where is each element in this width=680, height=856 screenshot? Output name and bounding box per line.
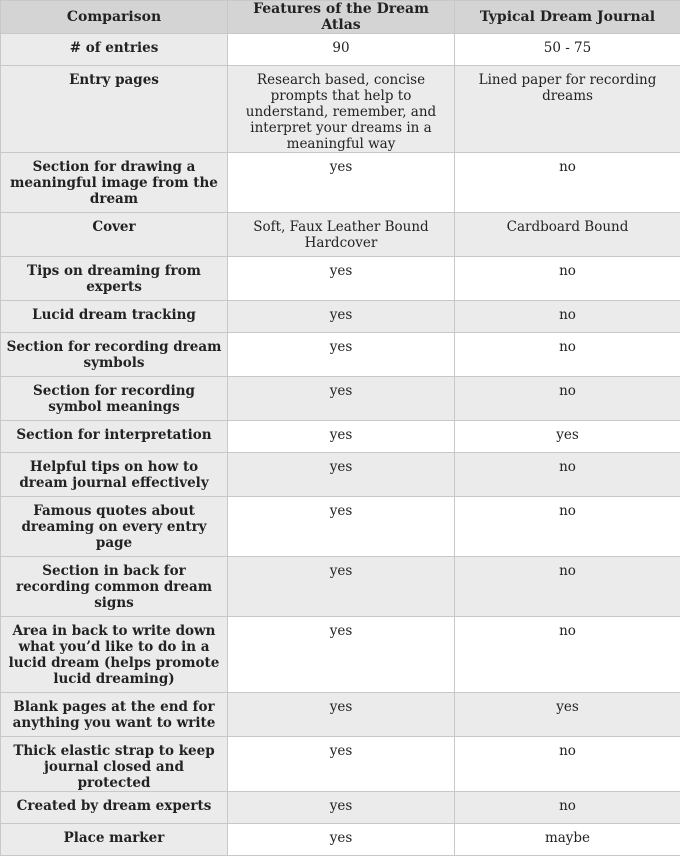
typical-cell: no <box>455 792 680 824</box>
feature-cell: Lucid dream tracking <box>1 301 228 333</box>
table-row <box>1 693 680 737</box>
table-row <box>1 257 680 301</box>
typical-cell: no <box>455 617 680 693</box>
typical-cell: no <box>455 557 680 617</box>
atlas-cell: yes <box>228 377 455 421</box>
atlas-cell: yes <box>228 497 455 557</box>
atlas-cell: yes <box>228 737 455 792</box>
header-row <box>1 1 680 34</box>
table-row <box>1 153 680 213</box>
table-row <box>1 617 680 693</box>
typical-cell: no <box>455 153 680 213</box>
feature-cell: Place marker <box>1 824 228 856</box>
atlas-cell: yes <box>228 693 455 737</box>
atlas-cell: yes <box>228 257 455 301</box>
table-row <box>1 737 680 792</box>
header-comparison: Comparison <box>1 1 228 34</box>
feature-cell: Famous quotes about dreaming on every entry page <box>1 497 228 557</box>
typical-cell: Lined paper for recording dreams <box>455 66 680 153</box>
table-row <box>1 557 680 617</box>
feature-cell: # of entries <box>1 34 228 66</box>
atlas-cell: yes <box>228 617 455 693</box>
feature-cell: Cover <box>1 213 228 257</box>
feature-cell: Entry pages <box>1 66 228 153</box>
typical-cell: no <box>455 257 680 301</box>
typical-cell: maybe <box>455 824 680 856</box>
table-row <box>1 66 680 153</box>
atlas-cell: yes <box>228 421 455 453</box>
atlas-cell: yes <box>228 824 455 856</box>
typical-cell: Cardboard Bound <box>455 213 680 257</box>
atlas-cell: Research based, concise prompts that help to understand, remember, and interpret your dreams in a meaningful way <box>228 66 455 153</box>
typical-cell: 50 - 75 <box>455 34 680 66</box>
typical-cell: yes <box>455 421 680 453</box>
table-row <box>1 333 680 377</box>
atlas-cell: 90 <box>228 34 455 66</box>
atlas-cell: yes <box>228 153 455 213</box>
feature-cell: Created by dream experts <box>1 792 228 824</box>
typical-cell: no <box>455 453 680 497</box>
typical-cell: no <box>455 737 680 792</box>
typical-cell: yes <box>455 693 680 737</box>
feature-cell: Area in back to write down what you’d like to do in a lucid dream (helps promote lucid dreaming) <box>1 617 228 693</box>
feature-cell: Section for drawing a meaningful image from the dream <box>1 153 228 213</box>
feature-cell: Thick elastic strap to keep journal closed and protected <box>1 737 228 792</box>
atlas-cell: yes <box>228 453 455 497</box>
table-row <box>1 34 680 66</box>
typical-cell: no <box>455 333 680 377</box>
feature-cell: Tips on dreaming from experts <box>1 257 228 301</box>
atlas-cell: Soft, Faux Leather Bound Hardcover <box>228 213 455 257</box>
table-row <box>1 377 680 421</box>
table-row <box>1 301 680 333</box>
table-row <box>1 421 680 453</box>
table-row <box>1 213 680 257</box>
table-row <box>1 497 680 557</box>
atlas-cell: yes <box>228 301 455 333</box>
feature-cell: Section for interpretation <box>1 421 228 453</box>
atlas-cell: yes <box>228 557 455 617</box>
header-dream-atlas: Features of the Dream Atlas <box>228 1 455 34</box>
atlas-cell: yes <box>228 333 455 377</box>
table-row <box>1 792 680 824</box>
typical-cell: no <box>455 377 680 421</box>
feature-cell: Section for recording dream symbols <box>1 333 228 377</box>
feature-cell: Helpful tips on how to dream journal effectively <box>1 453 228 497</box>
feature-cell: Blank pages at the end for anything you want to write <box>1 693 228 737</box>
header-typical-journal: Typical Dream Journal <box>455 1 680 34</box>
feature-cell: Section in back for recording common dream signs <box>1 557 228 617</box>
typical-cell: no <box>455 497 680 557</box>
table-row <box>1 824 680 856</box>
atlas-cell: yes <box>228 792 455 824</box>
typical-cell: no <box>455 301 680 333</box>
feature-cell: Section for recording symbol meanings <box>1 377 228 421</box>
table-row <box>1 453 680 497</box>
